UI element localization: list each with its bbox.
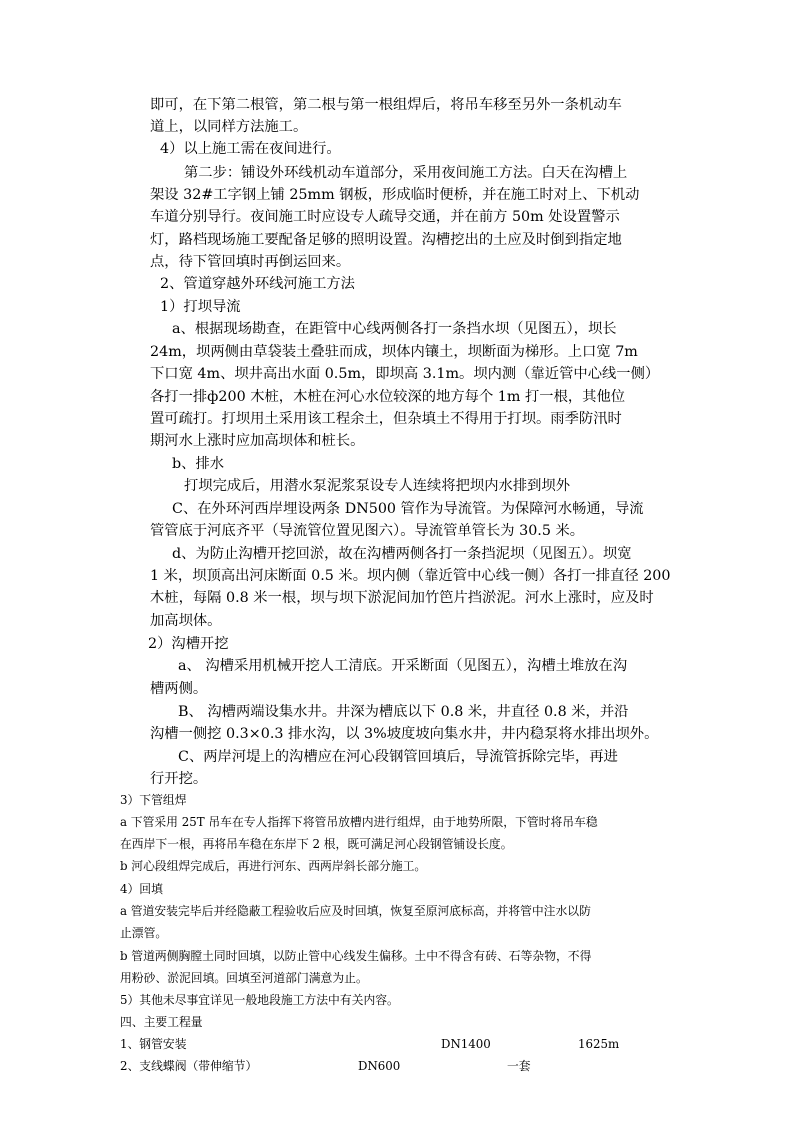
subsection-heading: 3）下管组焊 <box>120 793 187 807</box>
table-cell-spec: DN600 <box>358 1059 401 1073</box>
text-line: C、在外环河西岸埋设两条 DN500 管作为导流管。为保障河水畅通，导流 <box>172 501 644 517</box>
text-line: 架设 32#工字钢上铺 25mm 钢板，形成临时便桥，并在施工时对上、下机动 <box>150 187 640 203</box>
text-line: 车道分别导行。夜间施工时应设专人疏导交通，并在前方 50m 处设置警示 <box>150 209 620 225</box>
text-line: 木桩，每隔 0.8 米一根，坝与坝下淤泥间加竹笆片挡淤泥。河水上涨时，应及时 <box>150 590 654 606</box>
text-line: 1 米，坝顶高出河床断面 0.5 米。坝内侧（靠近管中心线一侧）各打一排直径 200 <box>150 568 671 584</box>
text-line: 第二步：铺设外环线机动车道部分，采用夜间施工方法。白天在沟槽上 <box>184 165 628 181</box>
text-line: 行开挖。 <box>150 771 208 787</box>
subsection-heading: b、排水 <box>172 456 225 472</box>
text-line: 槽两侧。 <box>150 681 208 697</box>
table-cell-item: 1、钢管安装 <box>120 1037 187 1051</box>
text-line: 点，待下管回填时再倒运回来。 <box>150 254 351 270</box>
text-line: 止漂管。 <box>120 926 168 940</box>
text-line: 各打一排ф200 木桩，木桩在河心水位较深的地方每个 1m 打一根，其他位 <box>150 389 626 405</box>
text-line: 在西岸下一根，再将吊车稳在东岸下 2 根，既可满足河心段钢管铺设长度。 <box>120 837 513 851</box>
text-line: 下口宽 4m、坝井高出水面 0.5m，即坝高 3.1m。坝内测（靠近管中心线一侧） <box>150 366 660 382</box>
section-heading: 四、主要工程量 <box>120 1015 203 1029</box>
text-line: 管管底于河底齐平（导流管位置见图六）。导流管单管长为 30.5 米。 <box>150 523 585 539</box>
subsection-heading: 4）回填 <box>120 882 163 896</box>
text-line: 道上，以同样方法施工。 <box>150 119 308 135</box>
text-line: 用粉砂、淤泥回填。回填至河道部门满意为止。 <box>120 971 368 985</box>
text-line: b 管道两侧胸膛土同时回填，以防止管中心线发生偏移。土中不得含有砖、石等杂物，不得 <box>120 949 592 963</box>
text-line: 沟槽一侧挖 0.3×0.3 排水沟，以 3%坡度坡向集水井，井内稳泵将水排出坝外。 <box>150 726 659 742</box>
text-line: b 河心段组焊完成后，再进行河东、西两岸斜长部分施工。 <box>120 859 427 873</box>
text-line: B、 沟槽两端设集水井。井深为槽底以下 0.8 米，井直径 0.8 米，并沿 <box>178 704 629 720</box>
text-line: 灯，路档现场施工要配备足够的照明设置。沟槽挖出的土应及时倒到指定地 <box>150 232 622 248</box>
text-line: 24m，坝两侧由草袋装土叠驻而成，坝体内镶土，坝断面为梯形。上口宽 7m <box>150 344 638 360</box>
text-line: d、为防止沟槽开挖回淤，故在沟槽两侧各打一条挡泥坝（见图五）。坝宽 <box>172 546 632 562</box>
subsection-heading: 2）沟槽开挖 <box>148 636 229 652</box>
table-cell-item: 2、支线蝶阀（带伸缩节） <box>120 1059 258 1073</box>
table-cell-spec: DN1400 <box>441 1037 491 1051</box>
table-cell-qty: 一套 <box>507 1059 531 1073</box>
text-line: C、两岸河堤上的沟槽应在河心段钢管回填后，导流管拆除完毕，再进 <box>178 749 618 765</box>
text-line: 5）其他未尽事宜详见一般地段施工方法中有关内容。 <box>120 993 399 1007</box>
text-line: a 下管采用 25T 吊车在专人指挥下将管吊放槽内进行组焊，由于地势所限，下管时将吊车稳 <box>120 815 598 829</box>
section-heading: 2、管道穿越外环线河施工方法 <box>160 276 355 292</box>
text-line: 即可，在下第二根管，第二根与第一根组焊后，将吊车移至另外一条机动车 <box>150 97 622 113</box>
text-line: 4）以上施工需在夜间进行。 <box>160 141 341 157</box>
text-line: 打坝完成后，用潜水泵泥浆泵设专人连续将把坝内水排到坝外 <box>184 478 571 494</box>
table-cell-qty: 1625m <box>578 1037 620 1051</box>
text-line: a 管道安装完毕后并经隐蔽工程验收后应及时回填，恢复至原河底标高，并将管中注水以防 <box>120 904 591 918</box>
text-line: 期河水上涨时应加高坝体和桩长。 <box>150 433 365 449</box>
text-line: 置可疏打。打坝用土采用该工程余土，但杂填土不得用于打坝。雨季防汛时 <box>150 411 622 427</box>
subsection-heading: 1）打坝导流 <box>160 299 241 315</box>
text-line: a、 沟槽采用机械开挖人工清底。开采断面（见图五），沟槽土堆放在沟 <box>178 658 628 674</box>
text-line: a、根据现场勘查，在距管中心线两侧各打一条挡水坝（见图五），坝长 <box>172 321 617 337</box>
text-line: 加高坝体。 <box>150 613 222 629</box>
